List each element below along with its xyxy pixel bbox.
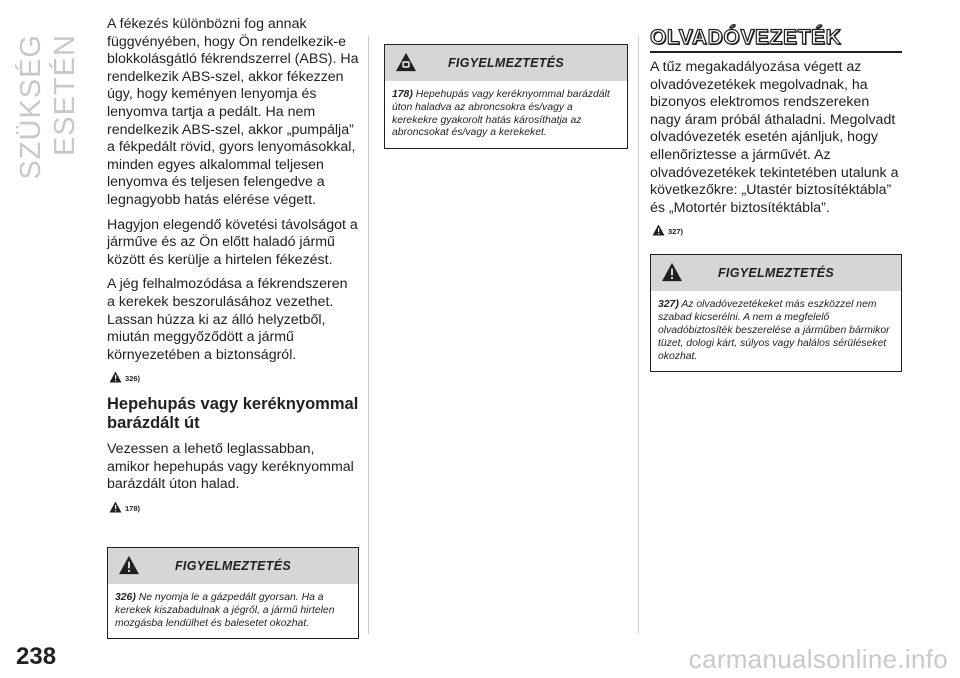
warning-box — [384, 44, 628, 149]
reference-number: 178) — [125, 504, 141, 514]
paragraph: A fékezés különbözni fog annak függvényében, hogy Ön rendelkezik-e blokkolásgátló fékrendszerrel (ABS). Ha rendelkezik ABS-szel, akkor fékezzen úgy, hogy keményen lenyomja és lenyomva tartja a pedált. Ha nem rendelkezik ABS-szel, akkor „pumpálja” a fékpedált rövid, gyors lenyomásokkal, minden egyes alkalommal teljesen lenyomva és teljesen felengedve a legnagyobb hatás elérése végett. — [107, 16, 359, 208]
section-heading: OLVADÓVEZETÉK — [650, 26, 902, 53]
warning-number: 178) — [392, 89, 413, 100]
warning-tire-icon — [395, 52, 417, 72]
paragraph: Hagyjon elegendő követési távolságot a járműve és az Ön előtt haladó jármű között és kerülje a hirtelen fékezést. — [107, 216, 358, 268]
paragraph: A jég felhalmozódása a fékrendszeren a kerekek beszorulásához vezethet. Lassan húzza ki az álló helyzetből, miután meggyőződött a jármű környezetében a biztonságról. — [107, 276, 348, 363]
warning-header — [385, 45, 627, 81]
warning-triangle-icon — [118, 555, 140, 575]
page-number: 238 — [16, 643, 57, 670]
warning-title: FIGYELMEZTETÉS — [174, 559, 291, 574]
column-divider — [368, 36, 369, 634]
warning-number: 326) — [115, 592, 136, 604]
warning-text: Ne nyomja le a gázpedált gyorsan. Ha a kerekek kiszabadulnak a jégről, a jármű hirtelen mozgásba lendülhet és balesetet okozhat. — [115, 592, 335, 629]
warning-header — [651, 255, 901, 291]
warning-text: Az olvadóvezetékeket más eszközzel nem szabad kicserélni. A nem a megfelelő olvadóbiztosíték beszerelése a járműben bármikor tüzet, dologi kárt, súlyos vagy halálos sérüléseket okozhat. — [658, 299, 890, 362]
column-left — [107, 16, 359, 639]
column-divider — [638, 36, 639, 634]
section-side-title: SZÜKSÉG ESETÉN — [15, 34, 81, 180]
warning-triangle-icon — [661, 262, 683, 282]
warning-header — [108, 548, 358, 584]
column-right — [650, 26, 902, 372]
paragraph: Vezessen a lehető leglassabban, amikor hepehupás vagy keréknyommal barázdált úton halad. — [107, 441, 354, 493]
paragraph: A tűz megakadályozása végett az olvadóvezetékek megolvadnak, ha bizonyos elektromos rendszereken nagy áram próbál áthaladni. Megolvadt olvadóvezeték esetén ajánljuk, hogy ellenőriztesse a járművét. Az olvadóvezetékek tekintetében utalunk a következőkre: „Utastér biztosítéktábla” és „Motortér biztosítéktábla”. — [650, 59, 899, 216]
warning-reference — [652, 224, 902, 236]
warning-body — [108, 584, 358, 638]
warning-triangle-icon — [652, 224, 665, 236]
warning-triangle-icon — [109, 371, 122, 383]
warning-reference — [109, 501, 359, 513]
warning-triangle-icon — [109, 501, 122, 513]
reference-number: 327) — [668, 227, 684, 237]
section-heading: Hepehupás vagy keréknyommal barázdált út — [107, 395, 359, 433]
column-middle — [384, 44, 628, 149]
warning-title: FIGYELMEZTETÉS — [447, 56, 564, 70]
warning-box — [650, 254, 902, 372]
warning-body — [385, 81, 627, 148]
warning-box — [107, 547, 359, 639]
warning-reference — [109, 371, 359, 383]
watermark: carmanualsonline.info — [688, 644, 948, 674]
warning-number: 327) — [658, 299, 679, 311]
reference-number: 326) — [125, 374, 141, 384]
warning-text: Hepehupás vagy keréknyommal barázdált úton haladva az abroncsokra és/vagy a kerekekre gyakorolt hatás károsíthatja az abroncsokat és/vagy a kerekeket. — [392, 89, 610, 139]
warning-title: FIGYELMEZTETÉS — [717, 266, 834, 281]
warning-body — [651, 291, 901, 371]
